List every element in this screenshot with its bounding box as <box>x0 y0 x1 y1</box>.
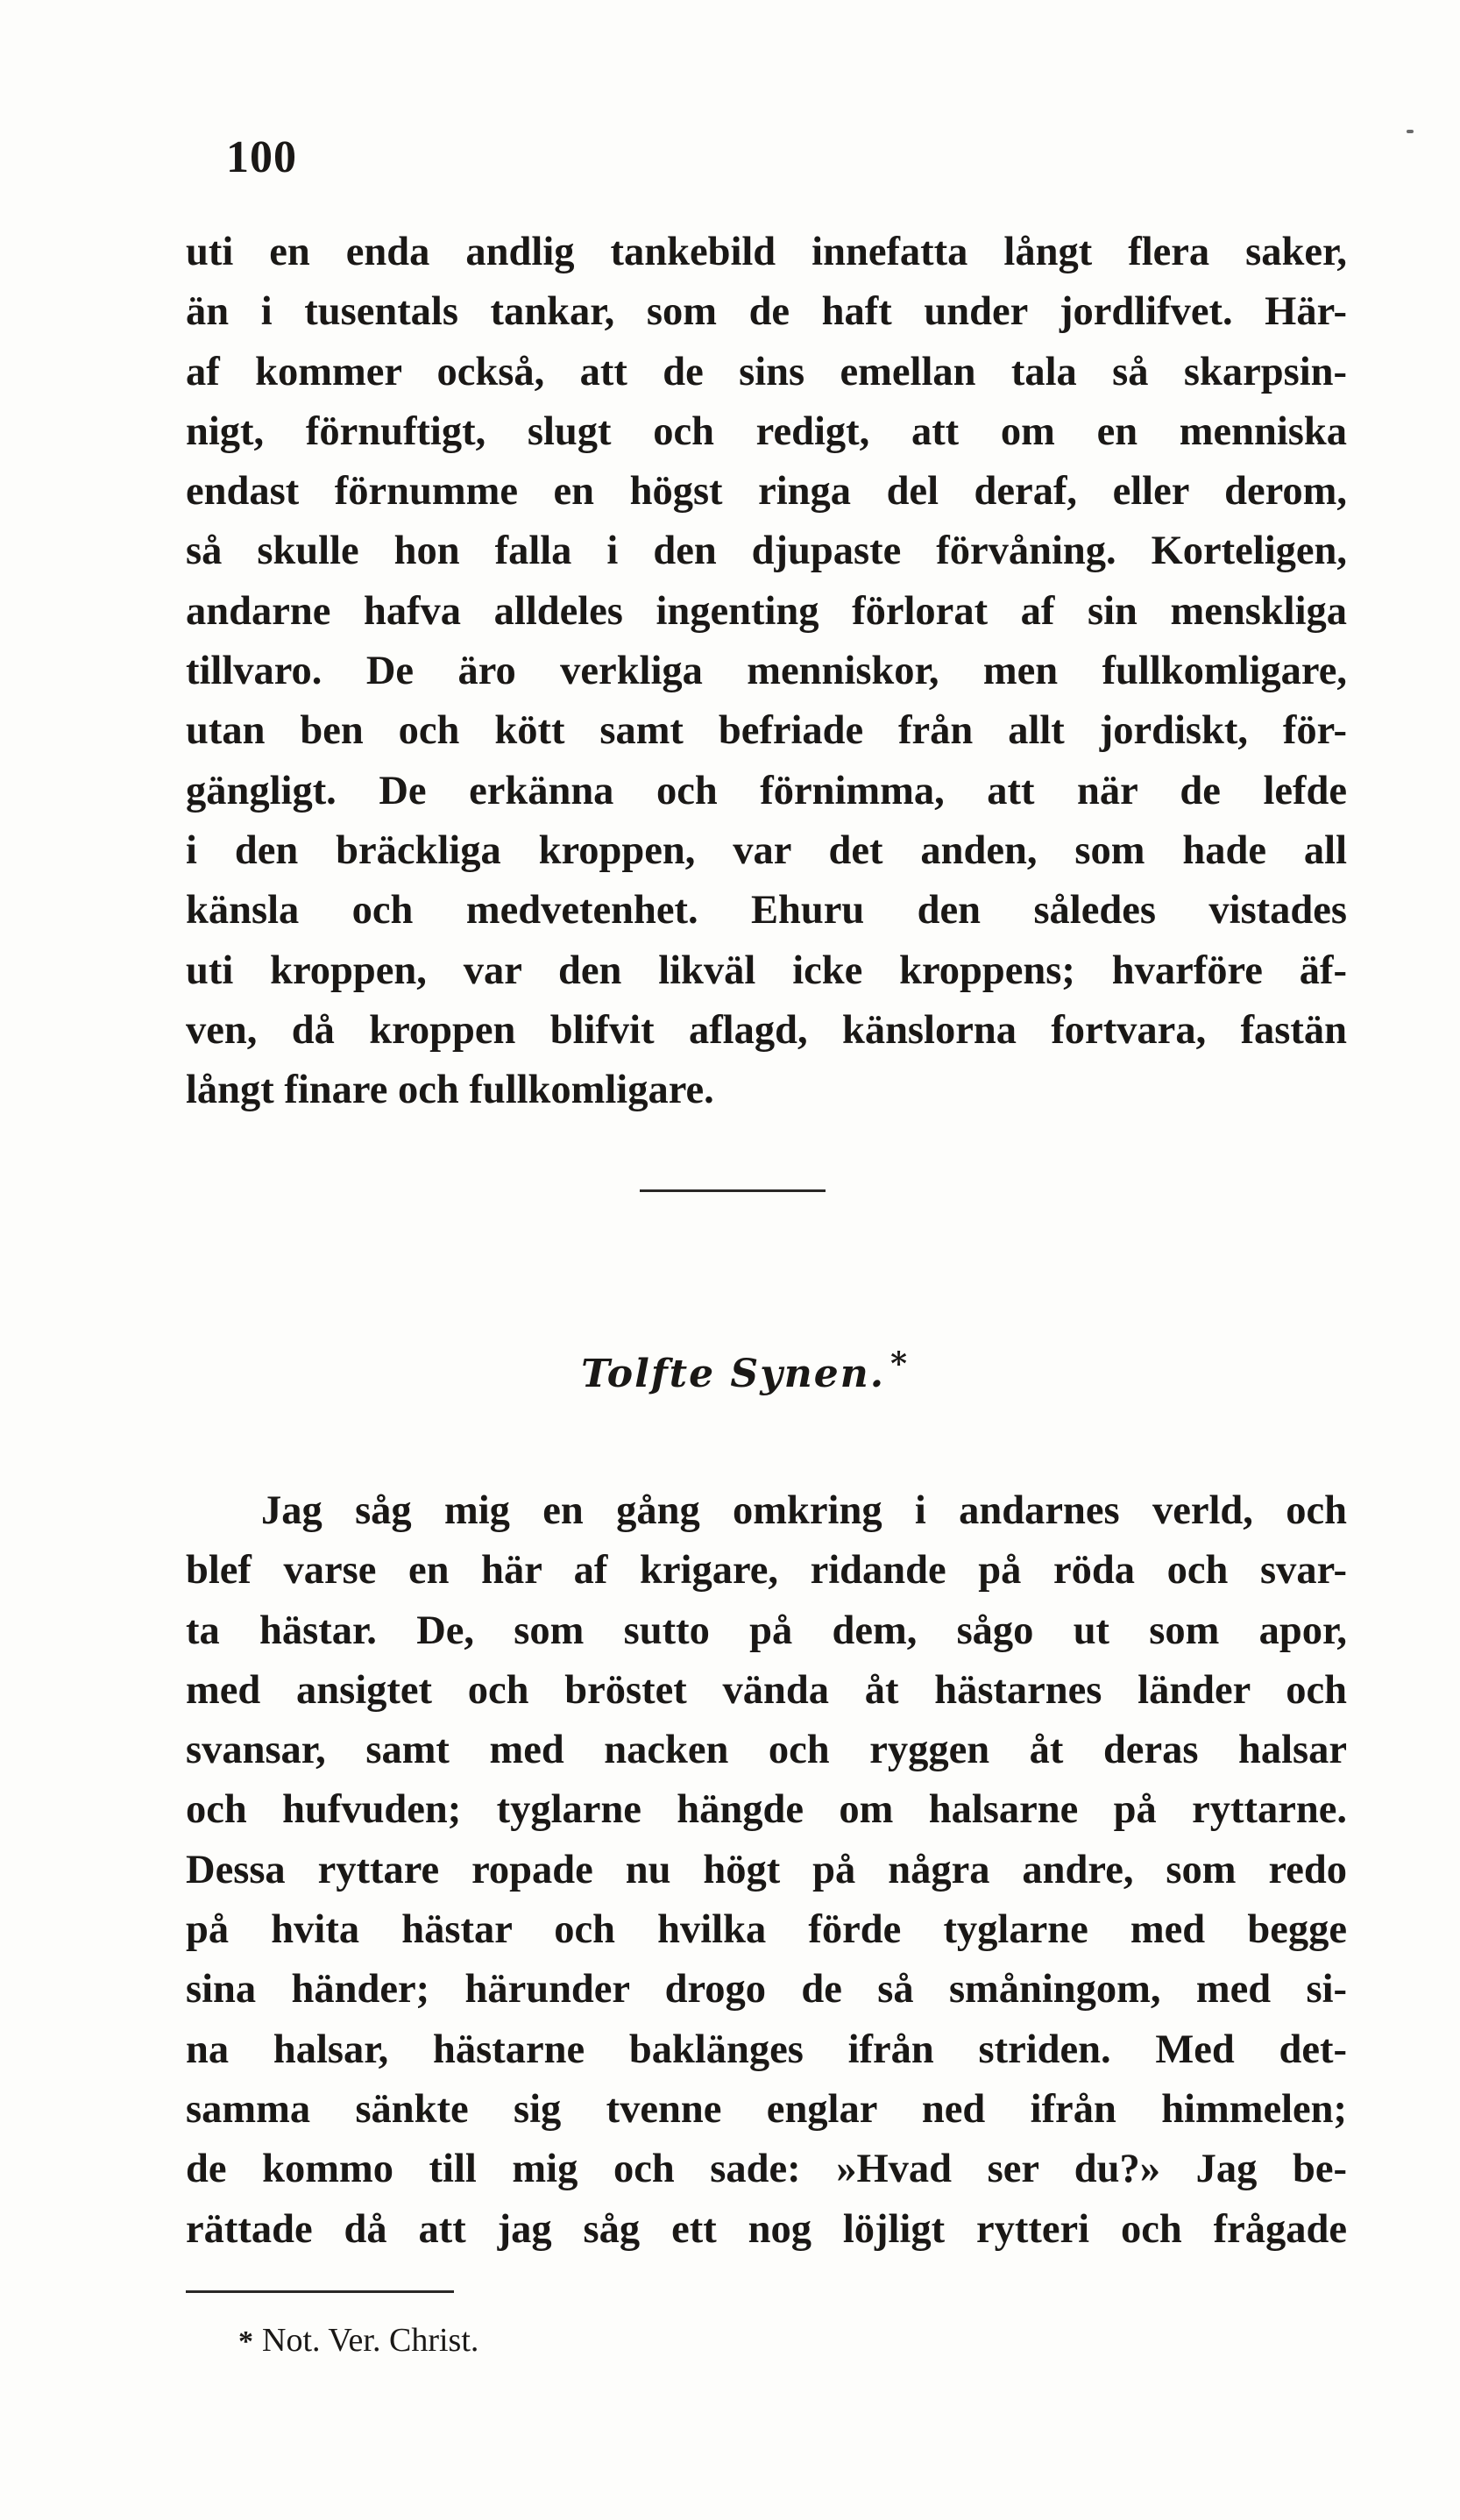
footnote-text: Not. Ver. Christ. <box>262 2322 479 2359</box>
text-line: endast förnumme en högst ringa del deraf, eller derom, <box>186 469 1347 515</box>
section-title: Tolfte Synen. <box>581 1352 886 1396</box>
text-line: af kommer också, att de sins emellan tala så skarpsin- <box>186 349 1347 394</box>
text-line: och hufvuden; tyglarne hängde om halsarne på ryttarne. <box>186 1787 1347 1833</box>
text-line: blef varse en här af krigare, ridande på röda och svar- <box>186 1548 1347 1594</box>
page-number: 100 <box>226 132 297 182</box>
text-line: nigt, förnuftigt, slugt och redigt, att om en menniska <box>186 408 1347 454</box>
text-line: än i tusentals tankar, som de haft under jordlifvet. Här- <box>186 289 1347 335</box>
text-line: andarne hafva alldeles ingenting förlorat af sin menskliga <box>186 588 1347 634</box>
text-line: Dessa ryttare ropade nu högt på några andre, som redo <box>186 1847 1347 1892</box>
text-line: på hvita hästar och hvilka förde tyglarne med begge <box>186 1907 1347 1953</box>
footnote-divider <box>186 2290 454 2293</box>
scan-speck <box>1407 130 1414 133</box>
text-line: så skulle hon falla i den djupaste förvåning. Korteligen, <box>186 529 1347 574</box>
paragraph-continued <box>186 223 1347 1120</box>
text-line: rättade då att jag såg ett nog löjligt rytteri och frågade <box>186 2206 1347 2252</box>
text-line: långt finare och fullkomligare. <box>186 1068 714 1113</box>
text-line: de kommo till mig och sade: »Hvad ser du?» Jag be- <box>186 2147 1347 2192</box>
section-heading <box>526 1345 964 1396</box>
section-divider <box>640 1189 826 1192</box>
footnote-mark: * <box>238 2325 253 2358</box>
paragraph-vision <box>186 1481 1347 2260</box>
text-line: uti en enda andlig tankebild innefatta långt flera saker, <box>186 230 1347 274</box>
text-line: svansar, samt med nacken och ryggen åt deras halsar <box>186 1728 1347 1773</box>
text-line: samma sänkte sig tvenne englar ned ifrån himmelen; <box>186 2086 1347 2132</box>
footnote <box>238 2321 478 2360</box>
text-line: Jag såg mig en gång omkring i andarnes verld, och <box>261 1488 1347 1533</box>
text-line: utan ben och kött samt befriade från allt jordiskt, för- <box>186 708 1347 754</box>
text-line: ta hästar. De, som sutto på dem, sågo ut som apor, <box>186 1608 1347 1653</box>
text-line: ven, då kroppen blifvit aflagd, känslorna fortvara, fastän <box>186 1007 1347 1053</box>
text-line: känsla och medvetenhet. Ehuru den således vistades <box>186 888 1347 933</box>
text-line: tillvaro. De äro verkliga menniskor, men fullkomligare, <box>186 649 1347 694</box>
text-line: i den bräckliga kroppen, var det anden, som hade all <box>186 827 1347 873</box>
text-line: na halsar, hästarne baklänges ifrån striden. Med det- <box>186 2027 1347 2072</box>
text-line: uti kroppen, var den likväl icke kroppens; hvarföre äf- <box>186 948 1347 993</box>
text-line: gängligt. De erkänna och förnimma, att när de lefde <box>186 768 1347 813</box>
text-line: med ansigtet och bröstet vända åt hästarnes länder och <box>186 1667 1347 1713</box>
footnote-reference: * <box>890 1345 909 1382</box>
text-line: sina händer; härunder drogo de så småningom, med si- <box>186 1967 1347 2012</box>
